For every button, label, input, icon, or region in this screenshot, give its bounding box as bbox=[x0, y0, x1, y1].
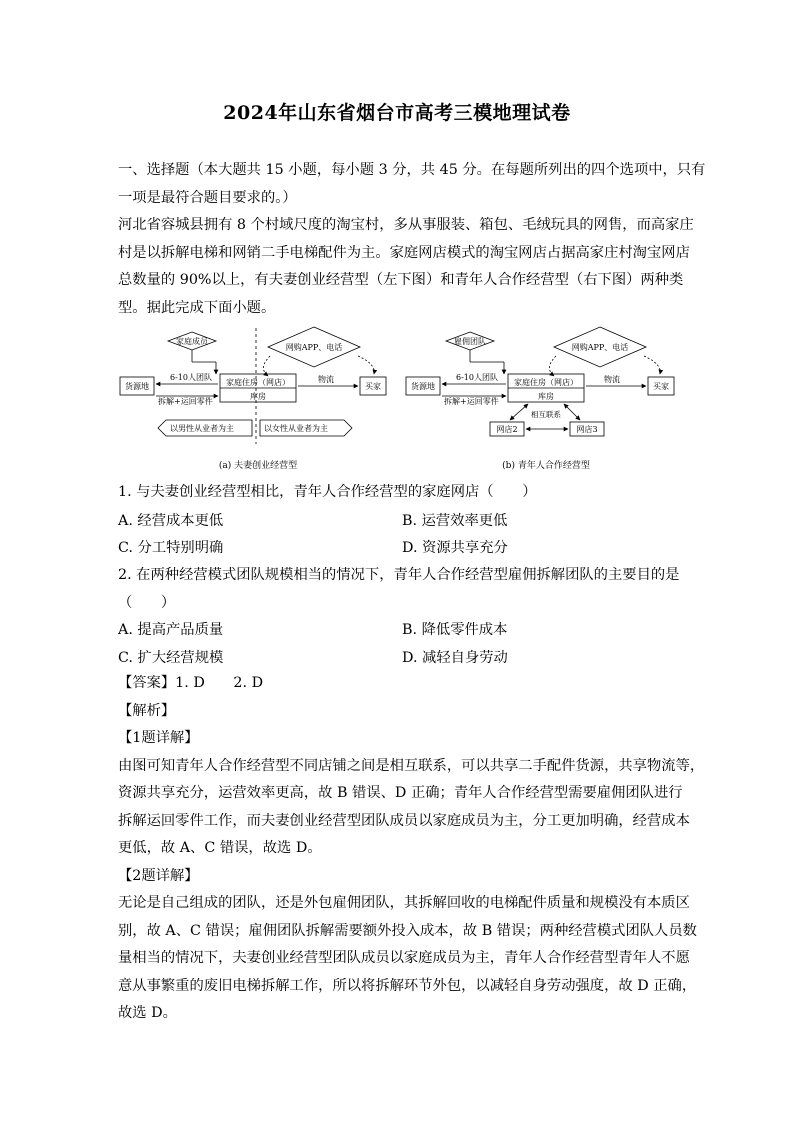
section-header bbox=[118, 157, 706, 212]
detail-1-line: 资源共享充分，运营效率更高，故 B 错误、D 正确；青年人合作经营型需要雇佣团队进行 bbox=[118, 785, 683, 801]
detail-2-line: 意从事繁重的废旧电梯拆解工作，所以将拆解环节外包，以减轻自身劳动强度，故 D 正确， bbox=[118, 977, 697, 994]
detail-1-line: 由图可知青年人合作经营型不同店铺之间是相互联系，可以共享二手配件货源，共享物流等， bbox=[118, 757, 705, 774]
passage-line: 村是以拆解电梯和网销二手电梯配件为主。家庭网店模式的淘宝网店占据高家庄村淘宝网店 bbox=[118, 244, 690, 261]
label-dismantle: 拆解+运回零件 bbox=[444, 397, 499, 406]
label-male: 以男性从业者为主 bbox=[170, 424, 234, 433]
passage-line: 总数量的 90%以上，有夫妻创业经营型（左下图）和青年人合作经营型（右下图）两种类 bbox=[118, 272, 684, 288]
question-stem: 2. 在两种经营模式团队规模相当的情况下，青年人合作经营型雇佣拆解团队的主要目的是 bbox=[118, 567, 680, 583]
passage-line: 河北省容城县拥有 8 个村域尺度的淘宝村，多从事服装、箱包、毛绒玩具的网售，而高家庄 bbox=[118, 217, 694, 233]
q2-option-d: D. 减轻自身劳动 bbox=[402, 650, 508, 666]
node-buyer: 买家 bbox=[653, 382, 669, 391]
detail-2-line: 无论是自己组成的团队，还是外包雇佣团队，其拆解回收的电梯配件质量和规模没有本质区 bbox=[118, 895, 690, 911]
node-shop2: 网店2 bbox=[496, 425, 518, 434]
figure-diagram bbox=[118, 322, 690, 474]
node-source: 货源地 bbox=[411, 382, 435, 391]
q1-option-c: C. 分工特别明确 bbox=[118, 540, 224, 556]
answer: 【答案】1. D 2. D bbox=[118, 675, 264, 691]
question-1 bbox=[118, 479, 678, 507]
question-stem: （ ） bbox=[118, 594, 176, 611]
label-contact: 相互联系 bbox=[531, 410, 561, 419]
detail-2-line: 故选 D。 bbox=[118, 1005, 177, 1021]
question-stem: 1. 与夫妻创业经营型相比，青年人合作经营型的家庭网店（ ） bbox=[118, 484, 537, 500]
page-title: 2024年山东省烟台市高考三模地理试卷 bbox=[223, 102, 571, 124]
detail-1-heading: 【1题详解】 bbox=[118, 730, 199, 746]
caption-a: (a) 夫妻创业经营型 bbox=[218, 461, 298, 471]
label-team: 6-10人团队 bbox=[456, 373, 498, 382]
passage bbox=[118, 212, 694, 322]
detail-2-line: 量相当的情况下，夫妻创业经营型团队成员以家庭成员为主，青年人合作经营型青年人不愿 bbox=[118, 950, 690, 966]
node-shop: 家庭住房（网店） bbox=[226, 378, 290, 387]
q2-option-a: A. 提高产品质量 bbox=[118, 622, 224, 638]
node-source: 货源地 bbox=[125, 382, 149, 391]
analysis-heading: 【解析】 bbox=[118, 702, 176, 719]
answer-section bbox=[118, 670, 705, 1028]
label-logistics: 物流 bbox=[604, 375, 620, 384]
label-female: 以女性从业者为主 bbox=[264, 424, 328, 433]
diagram-a bbox=[120, 327, 386, 471]
section-line: 一、选择题（本大题共 15 小题，每小题 3 分，共 45 分。在每题所列出的四个选项中，只有 bbox=[118, 162, 706, 178]
node-warehouse: 库房 bbox=[250, 392, 266, 401]
node-shop3: 网店3 bbox=[576, 425, 598, 434]
q2-option-b: B. 降低零件成本 bbox=[402, 622, 508, 638]
detail-1-line: 更低，故 A、C 错误，故选 D。 bbox=[118, 840, 322, 856]
label-team: 6-10人团队 bbox=[170, 373, 212, 382]
node-online-tools: 网购APP、电话 bbox=[571, 343, 629, 352]
passage-line: 型。据此完成下面小题。 bbox=[118, 299, 276, 316]
node-shop: 家庭住房（网店） bbox=[514, 378, 578, 387]
detail-2-heading: 【2题详解】 bbox=[118, 867, 199, 884]
question-2 bbox=[118, 562, 678, 617]
label-logistics: 物流 bbox=[318, 375, 334, 384]
q1-option-b: B. 运营效率更低 bbox=[402, 513, 508, 529]
caption-b: (b) 青年人合作经营型 bbox=[502, 461, 590, 471]
q1-option-d: D. 资源共享充分 bbox=[402, 540, 508, 556]
node-home-members: 家庭成员 bbox=[176, 337, 208, 346]
node-hired-team: 雇佣团队 bbox=[454, 337, 486, 346]
node-buyer: 买家 bbox=[365, 382, 381, 391]
section-line: 一项是最符合题目要求的。） bbox=[118, 189, 297, 206]
label-dismantle: 拆解+运回零件 bbox=[158, 397, 213, 406]
q1-option-a: A. 经营成本更低 bbox=[118, 513, 224, 529]
detail-2-line: 别，故 A、C 错误；雇佣团队拆解需要额外投入成本，故 B 错误；两种经营模式团队人员数 bbox=[118, 922, 697, 939]
node-warehouse: 库房 bbox=[538, 392, 554, 401]
node-online-tools: 网购APP、电话 bbox=[285, 343, 343, 352]
q2-option-c: C. 扩大经营规模 bbox=[118, 650, 224, 666]
diagram-b bbox=[406, 327, 674, 471]
detail-1-line: 拆解运回零件工作，而夫妻创业经营型团队成员以家庭成员为主，分工更加明确，经营成本 bbox=[118, 812, 690, 829]
